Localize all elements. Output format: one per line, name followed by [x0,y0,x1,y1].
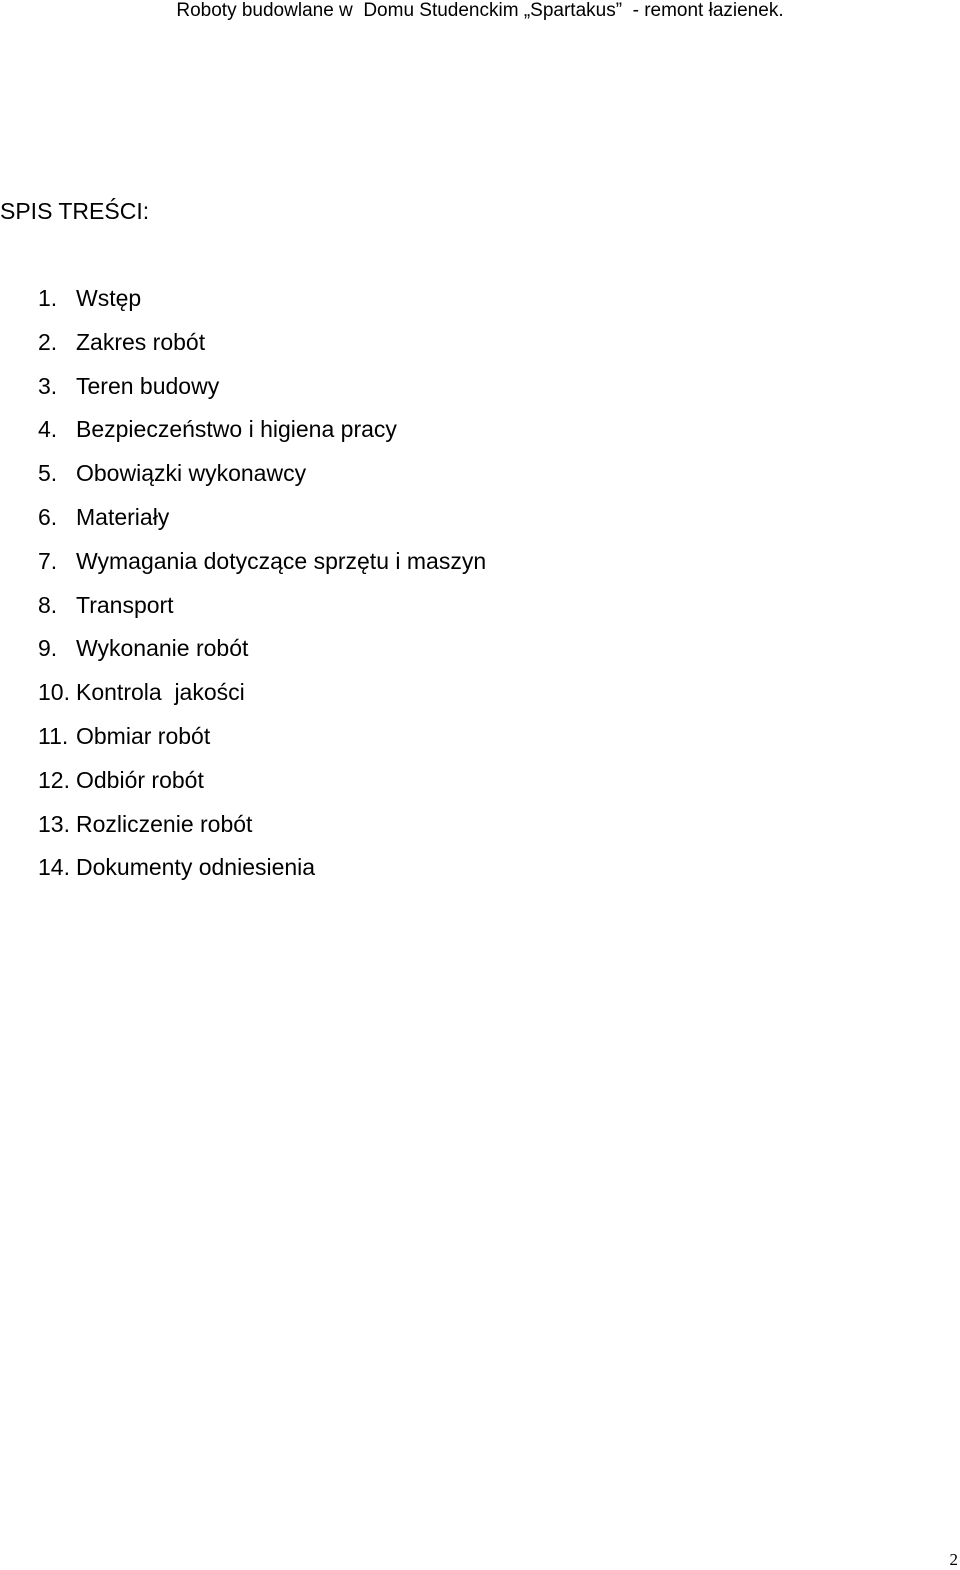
toc-item-label: Materiały [76,503,170,530]
toc-item [38,810,486,854]
toc-heading: SPIS TREŚCI: [0,198,150,224]
toc-item [38,853,486,897]
toc-item-number: 7. [38,547,58,574]
toc-item [38,547,486,591]
toc-item [38,503,486,547]
toc-item [38,372,486,416]
toc-item-number: 4. [38,416,58,443]
toc-item-number: 9. [38,635,58,662]
toc-item-label: Transport [76,591,174,618]
toc-item [38,678,486,722]
toc-item-number: 5. [38,460,58,487]
running-header: Roboty budowlane w Domu Studenckim „Spartakus” - remont łazienek. [176,0,784,21]
toc-item-number: 8. [38,591,58,618]
toc-item-label: Rozliczenie robót [76,810,253,837]
toc-item-label: Obowiązki wykonawcy [76,460,307,487]
toc-item-number: 11. [38,722,69,749]
toc-item-label: Odbiór robót [76,766,204,793]
toc-item-number: 3. [38,372,58,399]
toc-item-label: Teren budowy [76,372,220,399]
toc-list [38,284,486,897]
toc-item-number: 2. [38,328,58,355]
toc-item-number: 12. [38,766,70,793]
toc-item-label: Obmiar robót [76,722,211,749]
toc-item [38,284,486,328]
toc-item [38,459,486,503]
toc-item [38,415,486,459]
toc-item-label: Kontrola jakości [76,679,245,706]
toc-item-number: 10. [38,679,70,706]
toc-item [38,328,486,372]
toc-item-number: 14. [38,854,70,881]
toc-item-number: 13. [38,810,70,837]
toc-item-number: 1. [38,285,58,311]
toc-item-label: Wstęp [76,285,142,311]
toc-item-label: Dokumenty odniesienia [76,854,316,881]
page-number: 2 [949,1550,958,1569]
toc-item-number: 6. [38,503,58,530]
toc-item [38,591,486,635]
toc-item-label: Wykonanie robót [76,635,249,662]
toc-item [38,766,486,810]
toc-item-label: Bezpieczeństwo i higiena pracy [76,416,397,443]
toc-item [38,634,486,678]
toc-item-label: Zakres robót [76,328,206,355]
toc-item-label: Wymagania dotyczące sprzętu i maszyn [76,547,487,574]
toc-item [38,722,486,766]
